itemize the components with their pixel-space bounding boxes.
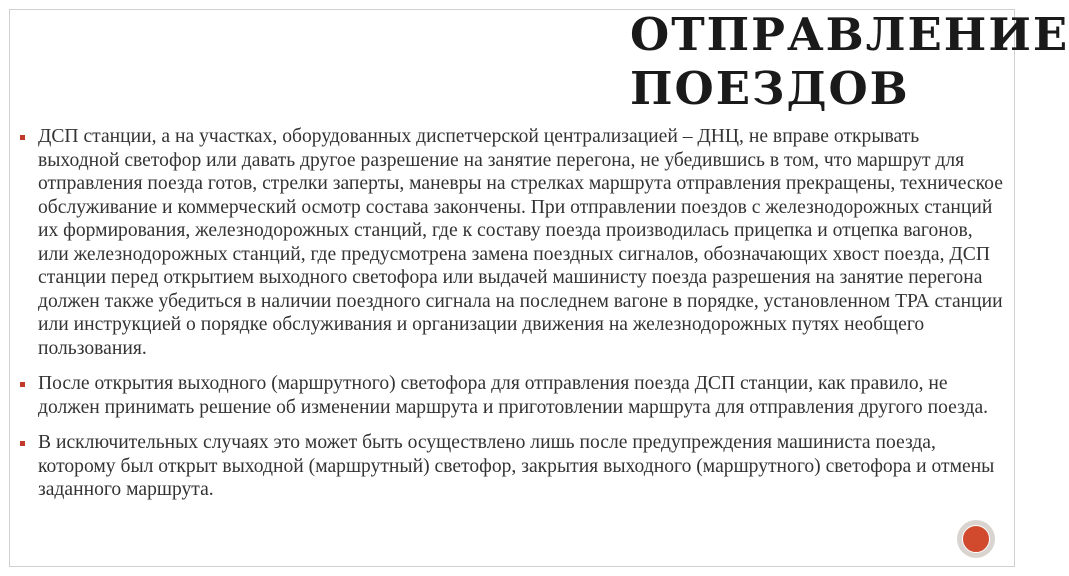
bullet-item: [18, 372, 1003, 419]
bullet-text: В исключительных случаях это может быть осуществлено лишь после предупреждения машиниста поезда, которому был открыт выходной (маршрутный) светофор, закрытия выходного (маршрутного) светофора и отмены заданного маршрута.: [38, 432, 995, 500]
bullet-item: [18, 431, 1003, 502]
bullet-text: После открытия выходного (маршрутного) светофора для отправления поезда ДСП станции, как правило, не должен принимать решение об изменении маршрута и приготовлении маршрута для отправления другого поезда.: [38, 373, 989, 418]
slide-title: [630, 8, 1069, 116]
title-line-2: ПОЕЗДОВ: [630, 62, 910, 115]
bullet-item: [18, 125, 1003, 360]
square-bullet-icon: [20, 135, 25, 140]
title-line-1: ОТПРАВЛЕНИЕ: [630, 8, 1069, 61]
circle-nav-icon: [962, 525, 990, 553]
square-bullet-icon: [20, 382, 25, 387]
slide-content: [18, 125, 1003, 514]
square-bullet-icon: [20, 441, 25, 446]
bullet-text: ДСП станции, а на участках, оборудованных диспетчерской централизацией – ДНЦ, не вправе открывать выходной светофор или давать другое разрешение на занятие перегона, не убедившись в том, что маршрут для отправления поезда готов, стрелки заперты, маневры на стрелках маршрута отправления прекращены, техническое обслуживание и коммерческий осмотр состава закончены. При отправлении поездов с железнодорожных станций их формирования, железнодорожных станций, где к составу поезда производилась прицепка и отцепка вагонов, или железнодорожных станций, где предусмотрена замена поездных сигналов, обозначающих хвост поезда, ДСП станции перед открытием выходного светофора или выдачей машинисту поезда разрешения на занятие перегона должен также убедиться в наличии поездного сигнала на последнем вагоне в порядке, установленном ТРА станции или инструкцией о порядке обслуживания и организации движения на железнодорожных путях необщего пользования.: [38, 126, 1003, 359]
slide-nav-button[interactable]: [957, 520, 995, 558]
